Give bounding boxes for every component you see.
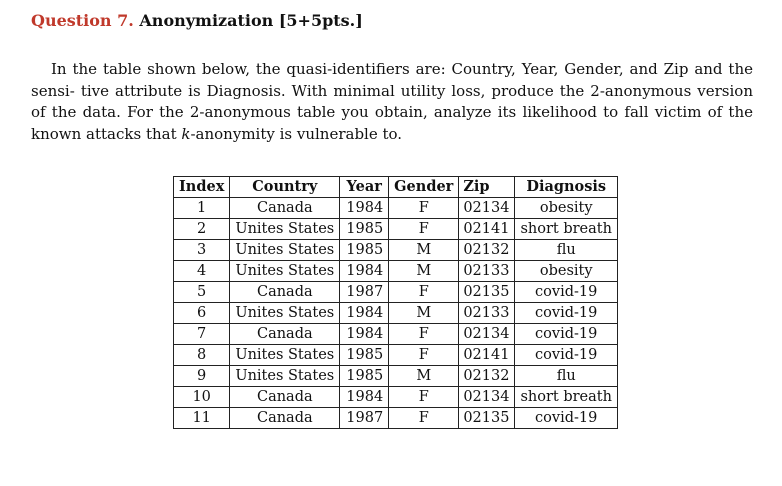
cell-country: Canada bbox=[230, 387, 340, 408]
cell-zip: 02141 bbox=[459, 219, 515, 240]
cell-year: 1984 bbox=[340, 303, 389, 324]
cell-year: 1985 bbox=[340, 345, 389, 366]
table-row bbox=[174, 345, 618, 366]
cell-country: Unites States bbox=[230, 345, 340, 366]
cell-zip: 02133 bbox=[459, 261, 515, 282]
cell-gender: F bbox=[389, 282, 459, 303]
cell-zip: 02132 bbox=[459, 366, 515, 387]
cell-diagnosis: short breath bbox=[515, 387, 617, 408]
cell-index: 7 bbox=[174, 324, 230, 345]
cell-index: 2 bbox=[174, 219, 230, 240]
cell-zip: 02141 bbox=[459, 345, 515, 366]
question-heading bbox=[31, 11, 363, 30]
table-row bbox=[174, 282, 618, 303]
cell-index: 8 bbox=[174, 345, 230, 366]
table-row bbox=[174, 366, 618, 387]
header-gender: Gender bbox=[389, 177, 459, 198]
paragraph-line-1: In the table shown below, the quasi-identifiers are: Country, Year, Gender, and Zip and the sensi- bbox=[31, 60, 753, 100]
cell-gender: M bbox=[389, 261, 459, 282]
cell-gender: M bbox=[389, 366, 459, 387]
cell-diagnosis: obesity bbox=[515, 261, 617, 282]
cell-year: 1985 bbox=[340, 219, 389, 240]
table-row bbox=[174, 240, 618, 261]
cell-diagnosis: covid-19 bbox=[515, 345, 617, 366]
header-diagnosis: Diagnosis bbox=[515, 177, 617, 198]
table-row bbox=[174, 408, 618, 429]
table-row bbox=[174, 303, 618, 324]
cell-index: 11 bbox=[174, 408, 230, 429]
cell-diagnosis: covid-19 bbox=[515, 303, 617, 324]
cell-index: 6 bbox=[174, 303, 230, 324]
cell-gender: F bbox=[389, 324, 459, 345]
cell-diagnosis: covid-19 bbox=[515, 282, 617, 303]
cell-zip: 02134 bbox=[459, 198, 515, 219]
cell-country: Canada bbox=[230, 282, 340, 303]
cell-gender: F bbox=[389, 198, 459, 219]
cell-country: Unites States bbox=[230, 366, 340, 387]
cell-year: 1987 bbox=[340, 408, 389, 429]
header-year: Year bbox=[340, 177, 389, 198]
table-row bbox=[174, 387, 618, 408]
paragraph-line-4: -anonymity is vulnerable to. bbox=[190, 124, 403, 143]
cell-gender: F bbox=[389, 387, 459, 408]
cell-diagnosis: short breath bbox=[515, 219, 617, 240]
cell-year: 1984 bbox=[340, 324, 389, 345]
cell-index: 1 bbox=[174, 198, 230, 219]
cell-country: Unites States bbox=[230, 261, 340, 282]
cell-index: 3 bbox=[174, 240, 230, 261]
table-row bbox=[174, 198, 618, 219]
question-label: Question bbox=[31, 11, 112, 30]
header-zip: Zip bbox=[459, 177, 515, 198]
cell-zip: 02134 bbox=[459, 387, 515, 408]
question-number: 7. bbox=[117, 11, 134, 30]
cell-gender: M bbox=[389, 303, 459, 324]
cell-index: 5 bbox=[174, 282, 230, 303]
cell-year: 1985 bbox=[340, 366, 389, 387]
table-row bbox=[174, 261, 618, 282]
cell-gender: F bbox=[389, 408, 459, 429]
cell-year: 1984 bbox=[340, 261, 389, 282]
question-title: Anonymization [5+5pts.] bbox=[139, 11, 363, 30]
cell-gender: F bbox=[389, 219, 459, 240]
cell-year: 1984 bbox=[340, 198, 389, 219]
cell-index: 4 bbox=[174, 261, 230, 282]
question-paragraph bbox=[31, 59, 753, 145]
table-row bbox=[174, 219, 618, 240]
cell-diagnosis: flu bbox=[515, 240, 617, 261]
paragraph-k-variable: k bbox=[181, 124, 191, 143]
cell-diagnosis: covid-19 bbox=[515, 324, 617, 345]
cell-country: Canada bbox=[230, 324, 340, 345]
cell-zip: 02132 bbox=[459, 240, 515, 261]
cell-country: Canada bbox=[230, 198, 340, 219]
table-row bbox=[174, 324, 618, 345]
cell-year: 1984 bbox=[340, 387, 389, 408]
cell-zip: 02134 bbox=[459, 324, 515, 345]
cell-diagnosis: covid-19 bbox=[515, 408, 617, 429]
cell-gender: M bbox=[389, 240, 459, 261]
cell-zip: 02135 bbox=[459, 282, 515, 303]
cell-index: 10 bbox=[174, 387, 230, 408]
anonymization-table bbox=[173, 176, 618, 429]
cell-country: Canada bbox=[230, 408, 340, 429]
paragraph-line-3: For the 2-anonymous table you obtain, analyze its likelihood to fall victim of the known attacks that bbox=[31, 103, 753, 143]
cell-diagnosis: flu bbox=[515, 366, 617, 387]
header-country: Country bbox=[230, 177, 340, 198]
cell-year: 1985 bbox=[340, 240, 389, 261]
cell-gender: F bbox=[389, 345, 459, 366]
cell-country: Unites States bbox=[230, 240, 340, 261]
cell-zip: 02135 bbox=[459, 408, 515, 429]
cell-diagnosis: obesity bbox=[515, 198, 617, 219]
cell-country: Unites States bbox=[230, 303, 340, 324]
paragraph-line-2: tive attribute is Diagnosis. With minimal utility loss, produce the 2-anonymous version of the data. bbox=[31, 81, 753, 121]
table-header-row bbox=[174, 177, 618, 198]
cell-year: 1987 bbox=[340, 282, 389, 303]
cell-country: Unites States bbox=[230, 219, 340, 240]
cell-zip: 02133 bbox=[459, 303, 515, 324]
cell-index: 9 bbox=[174, 366, 230, 387]
header-index: Index bbox=[174, 177, 230, 198]
